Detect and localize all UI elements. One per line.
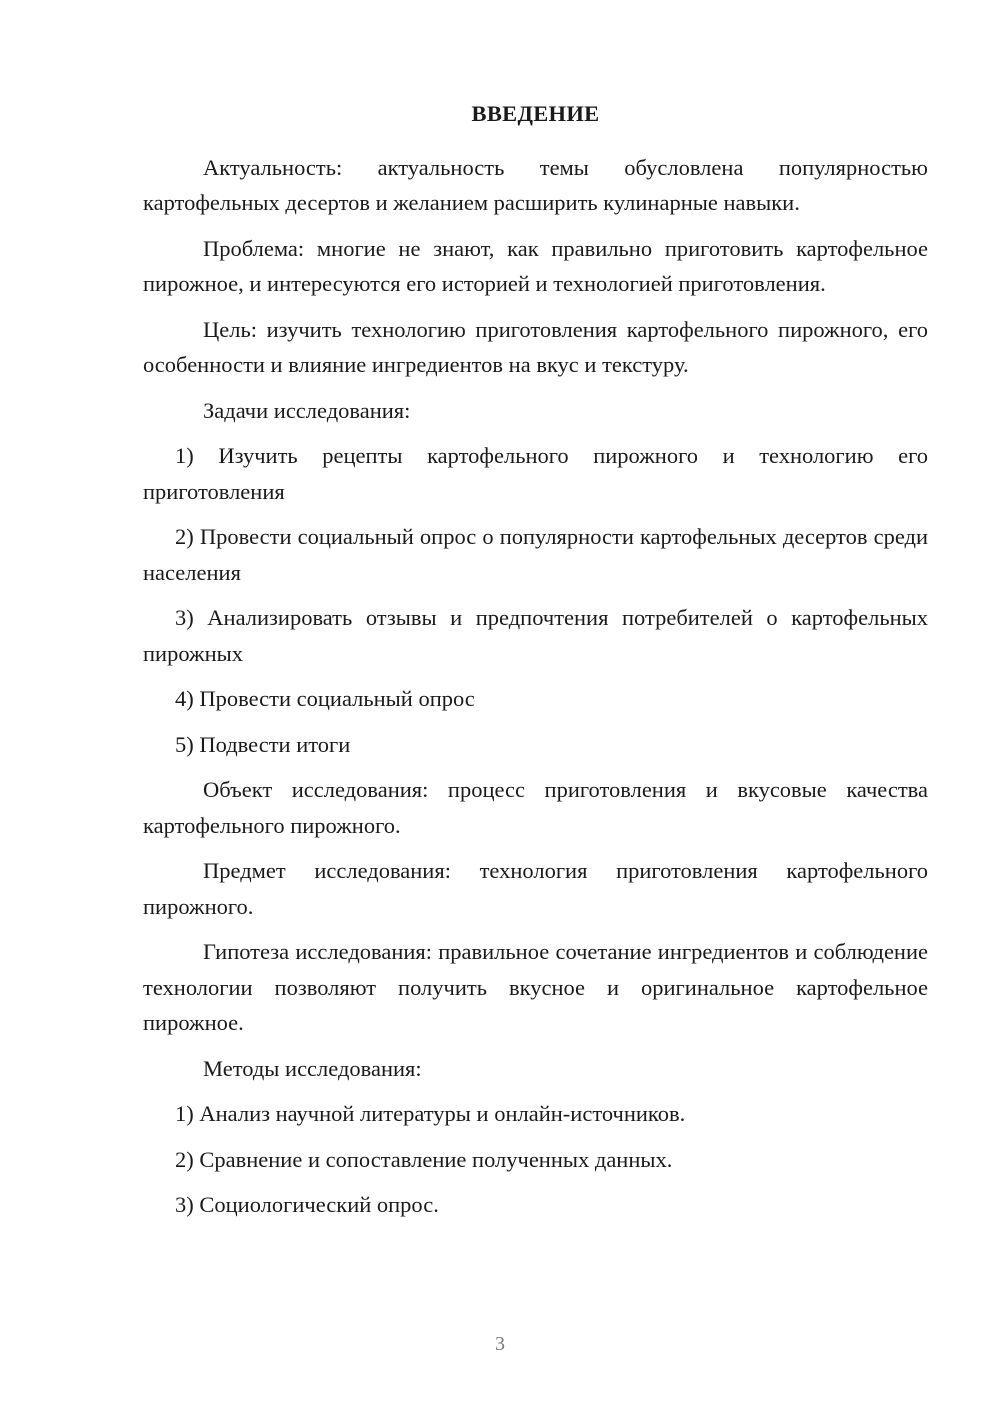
problem-paragraph: Проблема: многие не знают, как правильно приготовить картофельное пирожное, и интересуются его историей и технологией приготовления. <box>143 235 928 296</box>
subject-paragraph: Предмет исследования: технология приготовления картофельного пирожного. <box>143 858 928 919</box>
relevance-paragraph: Актуальность: актуальность темы обусловлена популярностью картофельных десертов и желанием расширить кулинарные навыки. <box>143 154 928 215</box>
task-item: 3) Анализировать отзывы и предпочтения потребителей о картофельных пирожных <box>143 605 928 666</box>
task-item: 4) Провести социальный опрос <box>175 686 475 711</box>
section-title: ВВЕДЕНИЕ <box>471 101 600 126</box>
method-item: 3) Социологический опрос. <box>175 1192 439 1217</box>
task-item: 1) Изучить рецепты картофельного пирожного и технологию его приготовления <box>143 443 928 504</box>
method-item: 1) Анализ научной литературы и онлайн-источников. <box>175 1101 686 1126</box>
methods-heading: Методы исследования: <box>203 1055 422 1081</box>
task-item: 5) Подвести итоги <box>175 731 351 757</box>
goal-paragraph: Цель: изучить технологию приготовления картофельного пирожного, его особенности и влияние ингредиентов на вкус и текстуру. <box>143 316 928 377</box>
page-number: 3 <box>495 1333 505 1355</box>
document-page <box>143 96 928 1233</box>
hypothesis-paragraph: Гипотеза исследования: правильное сочетание ингредиентов и соблюдение технологии позволяют получить вкусное и оригинальное картофельное пирожное. <box>143 939 928 1035</box>
method-item: 2) Сравнение и сопоставление полученных данных. <box>175 1146 673 1172</box>
object-paragraph: Объект исследования: процесс приготовления и вкусовые качества картофельного пирожного. <box>143 777 928 838</box>
tasks-heading: Задачи исследования: <box>203 397 411 423</box>
task-item: 2) Провести социальный опрос о популярности картофельных десертов среди населения <box>143 524 928 585</box>
